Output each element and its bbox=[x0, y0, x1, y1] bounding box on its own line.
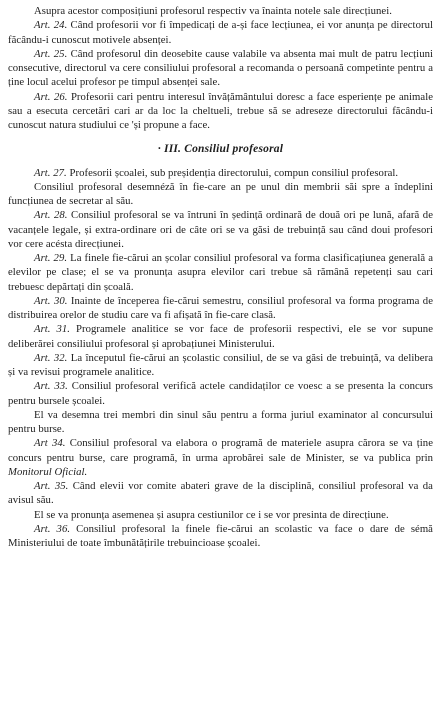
section-heading: · III. Consiliul profesoral bbox=[157, 143, 284, 156]
article-32 bbox=[8, 351, 433, 380]
article-text: Când profesorul din deosebite cause valabile va absenta mai mult de patru lecțiuni consecutive, directorul va cere consiliului profesoral a recomanda o persoană competinte pentru a ține locul acelui profesor pe timpul absenței sale. bbox=[8, 47, 434, 89]
article-label: Art. 24. bbox=[34, 19, 68, 32]
article-text: Profesorii școalei, sub preșidenția directorului, compun consiliul profesoral. bbox=[69, 166, 399, 179]
article-label: Art 34. bbox=[34, 437, 66, 450]
article-text: Când profesorii vor fi împedicați de a-și face lecțiunea, ei vor anunța pe directorul făcându-i cunoscut motivele absenței. bbox=[8, 19, 433, 46]
article-text: Consiliul profesoral va elabora o programă de materiele asupra cărora se va ține concurs pentru burse, care programă, în urma aprobărei sale de Minister, se va publica prin bbox=[8, 437, 433, 464]
article-label: Art. 27. bbox=[34, 166, 67, 179]
article-label: Art. 25. bbox=[34, 47, 68, 60]
article-29 bbox=[8, 251, 433, 294]
article-25 bbox=[8, 47, 433, 90]
article-24 bbox=[8, 18, 433, 47]
paragraph-intro: Asupra acestor composițiuni profesorul respectiv va înainta notele sale direcțiunei. bbox=[34, 5, 392, 17]
article-label: Art. 33. bbox=[34, 380, 68, 393]
article-35 bbox=[8, 479, 433, 508]
article-label: Art. 29. bbox=[34, 252, 68, 264]
article-text: Consiliul profesoral se va întruni în ședință ordinară de două ori pe lună, afară de vacanțele legale, și extra-ordinare ori de câte ori se va găsi de trebuință sau când doui profesori vor cere acésta direcțiunei. bbox=[8, 209, 433, 250]
article-text: La începutul fie-cărui an școlastic consiliul, de se va găsi de trebuință, va delibera și va revisui programele analitice. bbox=[8, 351, 433, 378]
article-label: Art. 28. bbox=[34, 209, 68, 222]
article-text: Consiliul profesoral la finele fie-cărui an scolastic va face o dare de sémă Ministeriului de toate îmbunătățirile trebuincioase școalei. bbox=[8, 522, 433, 549]
article-36 bbox=[8, 522, 433, 551]
article-label: Art. 36. bbox=[34, 522, 71, 535]
article-34 bbox=[8, 436, 433, 479]
article-label: Art. 32. bbox=[34, 351, 68, 364]
article-27 bbox=[8, 166, 433, 180]
article-text: La finele fie-cărui an școlar consiliul profesoral va forma clasificațiunea generală a elevilor pe clase; el se va pronunța asupra elevilor cari trebue să rămână repetenți sau cari trebuesc depărtați din școală. bbox=[8, 252, 433, 293]
paragraph-27b: Consiliul profesoral desemnéză în fie-care an pe unul din membrii săi spre a îndeplini funcțiunea de secretar al său. bbox=[8, 180, 433, 207]
article-label: Art. 30. bbox=[34, 294, 68, 307]
article-26 bbox=[8, 90, 433, 133]
article-text: Profesorii cari pentru interesul învățământului doresc a face esperiențe pe animale sau a esecuta cercetări cari ar da loc la cheltueli, trebue să se adreseze directorului făcându-i cunoscut natura studiului ce 'și propune a face. bbox=[8, 90, 434, 131]
paragraph-33b: El va desemna trei membri din sinul său pentru a forma juriul examinator al concursului pentru burse. bbox=[8, 408, 433, 435]
article-label: Art. 31. bbox=[34, 323, 71, 336]
article-30 bbox=[8, 294, 433, 323]
article-28 bbox=[8, 208, 433, 251]
article-label: Art. 26. bbox=[34, 90, 68, 103]
paragraph-35b: El se va pronunța asemenea și asupra cestiunilor ce i se vor presinta de direcțiune. bbox=[34, 508, 389, 521]
article-text: Când elevii vor comite abateri grave de la disciplină, consiliul profesoral va da avisul său. bbox=[8, 480, 433, 507]
article-33 bbox=[8, 379, 433, 408]
article-text: Consiliul profesoral verifică actele candidaților ce voesc a se presenta la concurs pentru bursele școalei. bbox=[8, 380, 433, 407]
article-label: Art. 35. bbox=[34, 480, 69, 492]
publication-name: Monitorul Oficial. bbox=[8, 465, 88, 478]
article-31 bbox=[8, 322, 433, 351]
article-text: Inainte de începerea fie-cărui semestru, consiliul profesoral va forma programa de distribuirea orelor de studiu care va fi afișată în fie-care clasă. bbox=[8, 294, 433, 321]
article-text: Programele analitice se vor face de profesorii respectivi, ele se vor supune deliberărei consiliului profesoral și aprobațiunei Ministerului. bbox=[8, 323, 433, 350]
